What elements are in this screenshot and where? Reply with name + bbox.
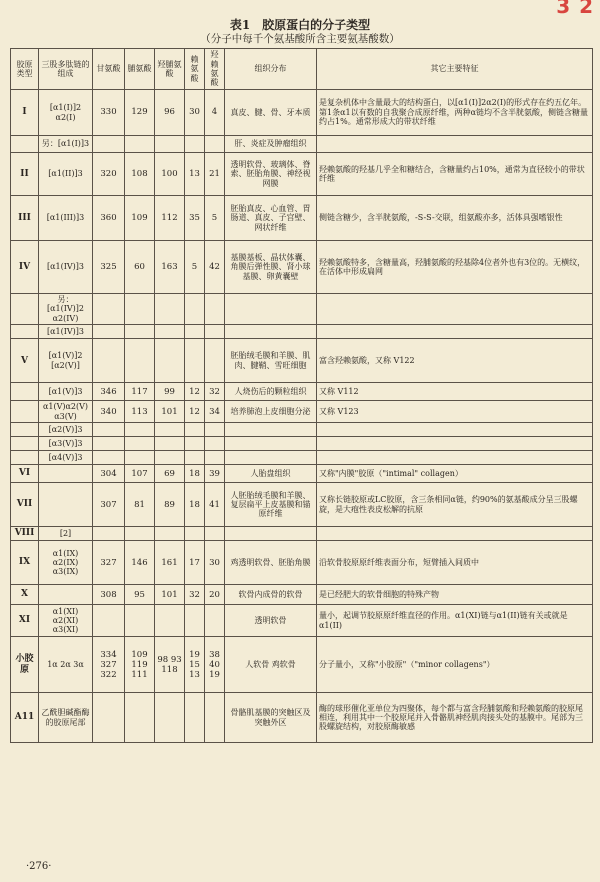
cell-dist xyxy=(225,527,317,541)
cell-dist: 鸡透明软骨、胚胎角膜 xyxy=(225,541,317,585)
cell-hyl xyxy=(205,527,225,541)
cell-feat: 量小，起调节胶原原纤维直径的作用。α1(XI)链与α1(II)链有关或就是α1(II) xyxy=(317,605,593,637)
cell-gly: 325 xyxy=(93,241,125,294)
table-row xyxy=(11,90,593,136)
cell-chain: 另：[α1(I)]3 xyxy=(39,136,93,153)
header-hyl: 羟赖氨酸 xyxy=(205,49,225,90)
cell-dist: 人胎盘组织 xyxy=(225,465,317,483)
header-type: 胶原类型 xyxy=(11,49,39,90)
cell-lys xyxy=(185,294,205,325)
cell-chain: [α1(I)]2 α2(I) xyxy=(39,90,93,136)
cell-lys xyxy=(185,423,205,437)
cell-hyl: 5 xyxy=(205,196,225,241)
cell-pro xyxy=(125,693,155,743)
cell-hyl: 34 xyxy=(205,401,225,423)
cell-hyl: 30 xyxy=(205,541,225,585)
table-row xyxy=(11,339,593,383)
cell-dist: 胚胎真皮、心血管、胃肠道、真皮、子宫壁、网状纤维 xyxy=(225,196,317,241)
cell-lys xyxy=(185,693,205,743)
table-row xyxy=(11,637,593,693)
cell-pro xyxy=(125,451,155,465)
cell-pro xyxy=(125,527,155,541)
cell-type: IX xyxy=(11,541,39,585)
cell-hyl xyxy=(205,451,225,465)
cell-pro xyxy=(125,294,155,325)
cell-pro xyxy=(125,423,155,437)
header-hyp: 羟脯氨酸 xyxy=(155,49,185,90)
cell-hyp: 161 xyxy=(155,541,185,585)
cell-chain: [α1(V)]2 [α2(V)] xyxy=(39,339,93,383)
cell-chain: 1α 2α 3α xyxy=(39,637,93,693)
cell-gly xyxy=(93,693,125,743)
cell-hyp xyxy=(155,423,185,437)
cell-pro xyxy=(125,325,155,339)
cell-gly: 307 xyxy=(93,483,125,527)
cell-pro xyxy=(125,339,155,383)
cell-lys: 18 xyxy=(185,465,205,483)
cell-type xyxy=(11,294,39,325)
cell-type xyxy=(11,383,39,401)
cell-feat: 侧链含糖少，含半胱氨酸，-S-S-交联，组氨酸亦多，活体具强嗜银性 xyxy=(317,196,593,241)
cell-dist: 人烧伤后的颗粒组织 xyxy=(225,383,317,401)
cell-dist xyxy=(225,325,317,339)
cell-hyl xyxy=(205,437,225,451)
cell-type xyxy=(11,437,39,451)
cell-dist: 培养肺泡上皮细胞分泌 xyxy=(225,401,317,423)
table-row xyxy=(11,527,593,541)
cell-pro xyxy=(125,136,155,153)
cell-feat xyxy=(317,437,593,451)
cell-gly: 320 xyxy=(93,153,125,196)
header-chain: 三股多肽链的组成 xyxy=(39,49,93,90)
cell-chain: 乙酰胆碱酯酶的胶原尾部 xyxy=(39,693,93,743)
cell-pro xyxy=(125,605,155,637)
cell-hyl: 38 40 19 xyxy=(205,637,225,693)
cell-type: 小胶原 xyxy=(11,637,39,693)
collagen-table xyxy=(10,48,593,743)
cell-hyp xyxy=(155,527,185,541)
cell-lys xyxy=(185,605,205,637)
cell-feat: 羟赖氨酸的羟基几乎全和糖结合，含糖量约占10%，通常为直径较小的带状纤维 xyxy=(317,153,593,196)
corner-mark: 3 2 xyxy=(556,0,594,18)
cell-gly xyxy=(93,451,125,465)
header-features: 其它主要特征 xyxy=(317,49,593,90)
cell-hyl: 39 xyxy=(205,465,225,483)
cell-gly: 360 xyxy=(93,196,125,241)
cell-dist xyxy=(225,451,317,465)
table-subtitle: （分子中每千个氨基酸所含主要氨基酸数） xyxy=(200,33,400,45)
cell-pro: 117 xyxy=(125,383,155,401)
cell-chain: [α1(III)]3 xyxy=(39,196,93,241)
header-pro: 脯氨酸 xyxy=(125,49,155,90)
cell-chain: 另：[α1(IV)]2 α2(IV) xyxy=(39,294,93,325)
cell-dist: 软骨内成骨的软骨 xyxy=(225,585,317,605)
cell-chain: [2] xyxy=(39,527,93,541)
cell-dist: 骨骼肌基膜的突触区及突触外区 xyxy=(225,693,317,743)
cell-dist: 透明软骨、玻璃体、脊索、胚胎角膜、神经视网膜 xyxy=(225,153,317,196)
table-row xyxy=(11,325,593,339)
cell-hyp xyxy=(155,437,185,451)
cell-feat xyxy=(317,136,593,153)
cell-lys: 13 xyxy=(185,153,205,196)
table-row xyxy=(11,241,593,294)
cell-dist: 胚胎绒毛膜和羊膜、肌肉、腱鞘、雪旺细胞 xyxy=(225,339,317,383)
cell-hyp: 69 xyxy=(155,465,185,483)
cell-hyp: 96 xyxy=(155,90,185,136)
cell-type: V xyxy=(11,339,39,383)
cell-type: IV xyxy=(11,241,39,294)
cell-chain: [α1(V)]3 xyxy=(39,383,93,401)
cell-lys: 30 xyxy=(185,90,205,136)
cell-chain xyxy=(39,483,93,527)
cell-hyp: 112 xyxy=(155,196,185,241)
cell-lys xyxy=(185,527,205,541)
cell-hyl: 32 xyxy=(205,383,225,401)
cell-dist xyxy=(225,437,317,451)
cell-hyp xyxy=(155,136,185,153)
cell-type: VII xyxy=(11,483,39,527)
header-distribution: 组织分布 xyxy=(225,49,317,90)
cell-type xyxy=(11,136,39,153)
cell-pro: 129 xyxy=(125,90,155,136)
table-row xyxy=(11,196,593,241)
cell-gly xyxy=(93,294,125,325)
cell-hyp xyxy=(155,294,185,325)
cell-hyl xyxy=(205,136,225,153)
cell-dist xyxy=(225,294,317,325)
cell-hyp: 100 xyxy=(155,153,185,196)
table-row xyxy=(11,136,593,153)
cell-type: VIII xyxy=(11,527,39,541)
cell-lys: 12 xyxy=(185,401,205,423)
cell-hyp xyxy=(155,451,185,465)
table-row xyxy=(11,423,593,437)
cell-hyl: 42 xyxy=(205,241,225,294)
cell-hyl: 20 xyxy=(205,585,225,605)
cell-chain xyxy=(39,585,93,605)
header-row xyxy=(11,49,593,90)
cell-chain: α1(V)α2(V) α3(V) xyxy=(39,401,93,423)
table-row xyxy=(11,437,593,451)
table-row xyxy=(11,451,593,465)
cell-pro: 146 xyxy=(125,541,155,585)
cell-lys: 32 xyxy=(185,585,205,605)
cell-dist: 人胚胎绒毛膜和羊膜、复层扁平上皮基膜和锚原纤维 xyxy=(225,483,317,527)
header-lys: 赖氨酸 xyxy=(185,49,205,90)
table-row xyxy=(11,294,593,325)
cell-gly: 340 xyxy=(93,401,125,423)
cell-type xyxy=(11,325,39,339)
cell-feat: 富含羟赖氨酸，又称 V122 xyxy=(317,339,593,383)
cell-hyp xyxy=(155,693,185,743)
cell-hyl xyxy=(205,294,225,325)
cell-pro: 109 xyxy=(125,196,155,241)
cell-hyl xyxy=(205,693,225,743)
cell-feat: 又称 V123 xyxy=(317,401,593,423)
cell-hyl: 41 xyxy=(205,483,225,527)
cell-lys: 5 xyxy=(185,241,205,294)
cell-chain: [α1(IV)]3 xyxy=(39,325,93,339)
cell-type xyxy=(11,423,39,437)
table-row xyxy=(11,605,593,637)
cell-gly xyxy=(93,423,125,437)
cell-lys xyxy=(185,437,205,451)
cell-feat: 是已经肥大的软骨细胞的特殊产物 xyxy=(317,585,593,605)
cell-gly: 327 xyxy=(93,541,125,585)
table-row xyxy=(11,541,593,585)
cell-chain: [α3(V)]3 xyxy=(39,437,93,451)
cell-chain: α1(IX) α2(IX) α3(IX) xyxy=(39,541,93,585)
cell-dist xyxy=(225,423,317,437)
cell-feat: 沿软骨胶原原纤维表面分布，短臂插入间质中 xyxy=(317,541,593,585)
cell-lys xyxy=(185,339,205,383)
cell-chain: [α1(IV)]3 xyxy=(39,241,93,294)
cell-feat: 羟赖氨酸特多，含糖量高，羟脯氨酸的羟基除4位者外也有3位的。无横纹，在活体中形成扁网 xyxy=(317,241,593,294)
cell-gly xyxy=(93,136,125,153)
table-row xyxy=(11,383,593,401)
cell-gly: 304 xyxy=(93,465,125,483)
cell-pro xyxy=(125,437,155,451)
cell-hyp: 99 xyxy=(155,383,185,401)
cell-dist: 肝、炎症及肿瘤组织 xyxy=(225,136,317,153)
cell-pro: 107 xyxy=(125,465,155,483)
cell-feat: 又称长链胶原或LC胶原，含三条相同α链，约90%的氨基酸成分呈三股螺旋，是大疱性表皮松解的抗原 xyxy=(317,483,593,527)
cell-lys: 18 xyxy=(185,483,205,527)
cell-gly xyxy=(93,437,125,451)
cell-hyp: 101 xyxy=(155,401,185,423)
cell-pro: 109 119 111 xyxy=(125,637,155,693)
cell-pro: 81 xyxy=(125,483,155,527)
cell-hyp xyxy=(155,605,185,637)
header-gly: 甘氨酸 xyxy=(93,49,125,90)
cell-hyl xyxy=(205,325,225,339)
cell-type: VI xyxy=(11,465,39,483)
cell-hyl xyxy=(205,423,225,437)
cell-lys: 17 xyxy=(185,541,205,585)
cell-type: II xyxy=(11,153,39,196)
cell-type: I xyxy=(11,90,39,136)
cell-type xyxy=(11,401,39,423)
cell-type: III xyxy=(11,196,39,241)
cell-type: A11 xyxy=(11,693,39,743)
cell-gly xyxy=(93,605,125,637)
cell-lys xyxy=(185,451,205,465)
cell-type: XI xyxy=(11,605,39,637)
cell-chain: [α4(V)]3 xyxy=(39,451,93,465)
table-row xyxy=(11,465,593,483)
cell-type: X xyxy=(11,585,39,605)
cell-gly: 330 xyxy=(93,90,125,136)
cell-feat xyxy=(317,527,593,541)
cell-pro: 113 xyxy=(125,401,155,423)
cell-gly xyxy=(93,527,125,541)
cell-gly xyxy=(93,325,125,339)
cell-gly xyxy=(93,339,125,383)
cell-chain xyxy=(39,465,93,483)
cell-lys: 19 15 13 xyxy=(185,637,205,693)
cell-feat xyxy=(317,423,593,437)
cell-type xyxy=(11,451,39,465)
cell-lys: 12 xyxy=(185,383,205,401)
table-title: 表1 胶原蛋白的分子类型 xyxy=(229,18,371,32)
cell-dist: 透明软骨 xyxy=(225,605,317,637)
table-row xyxy=(11,693,593,743)
cell-hyp xyxy=(155,325,185,339)
cell-chain: [α2(V)]3 xyxy=(39,423,93,437)
cell-feat: 酶的球形催化亚单位为四聚体，每个都与富含羟脯氨酸和羟赖氨酸的胶原尾相连，利用其中一个胶原尾并入骨骼肌神经肌肉接头处的基膜中。尾部为三股螺旋结构，对胶原酶敏感 xyxy=(317,693,593,743)
cell-chain: α1(XI) α2(XI) α3(XI) xyxy=(39,605,93,637)
cell-feat xyxy=(317,294,593,325)
table-row xyxy=(11,401,593,423)
table-row xyxy=(11,153,593,196)
cell-dist: 真皮、腱、骨、牙本质 xyxy=(225,90,317,136)
cell-lys: 35 xyxy=(185,196,205,241)
cell-feat: 又称 V112 xyxy=(317,383,593,401)
cell-feat: 是复杂机体中含量最大的结构蛋白，以[α1(I)]2α2(I)的形式存在约五亿年。第1条α1以有数的自我聚合成原纤维，两种α链均不含半胱氨酸，侧链含糖量约占1%。通常形成大的带状纤维 xyxy=(317,90,593,136)
cell-hyp: 163 xyxy=(155,241,185,294)
cell-lys xyxy=(185,325,205,339)
cell-pro: 108 xyxy=(125,153,155,196)
cell-lys xyxy=(185,136,205,153)
cell-hyl: 21 xyxy=(205,153,225,196)
cell-feat xyxy=(317,325,593,339)
cell-pro: 95 xyxy=(125,585,155,605)
cell-hyp xyxy=(155,339,185,383)
table-row xyxy=(11,483,593,527)
cell-chain: [α1(II)]3 xyxy=(39,153,93,196)
cell-gly: 308 xyxy=(93,585,125,605)
cell-pro: 60 xyxy=(125,241,155,294)
cell-feat: 分子量小，又称"小胶原"（"minor collagens"） xyxy=(317,637,593,693)
cell-hyl: 4 xyxy=(205,90,225,136)
cell-hyp: 89 xyxy=(155,483,185,527)
page-number: ·276· xyxy=(26,861,52,872)
cell-dist: 基膜基板、晶状体囊、角膜后弹性膜、肾小球基膜、卵黄囊壁 xyxy=(225,241,317,294)
cell-gly: 346 xyxy=(93,383,125,401)
cell-feat: 又称"内膜"胶原（"intimal" collagen） xyxy=(317,465,593,483)
cell-gly: 334 327 322 xyxy=(93,637,125,693)
table-row xyxy=(11,585,593,605)
cell-hyp: 101 xyxy=(155,585,185,605)
cell-feat xyxy=(317,451,593,465)
cell-dist: 人软骨 鸡软骨 xyxy=(225,637,317,693)
cell-hyl xyxy=(205,339,225,383)
cell-hyl xyxy=(205,605,225,637)
cell-hyp: 98 93 118 xyxy=(155,637,185,693)
